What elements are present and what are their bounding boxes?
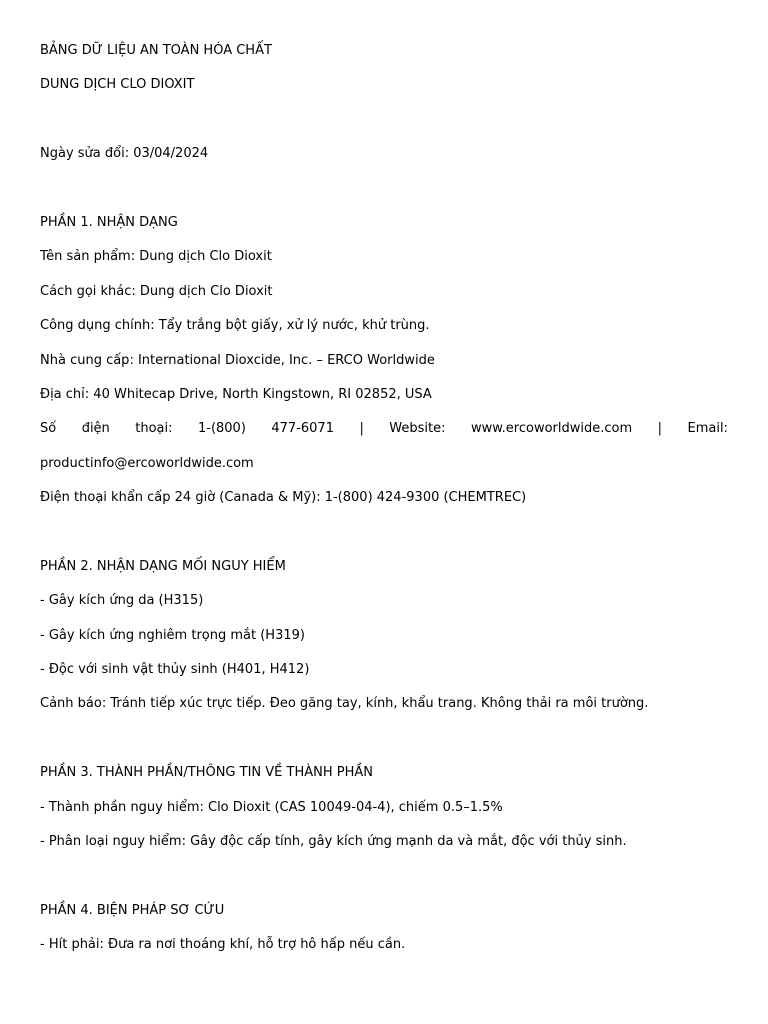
document-subtitle: DUNG DỊCH CLO DIOXIT xyxy=(40,77,195,93)
address: Địa chỉ: 40 Whitecap Drive, North Kingstown, RI 02852, USA xyxy=(40,386,432,402)
hazard-item: - Gây kích ứng nghiêm trọng mắt (H319) xyxy=(40,627,305,643)
section-1-heading: PHẦN 1. NHẬN DẠNG xyxy=(40,214,178,230)
contact-word: điện xyxy=(81,421,110,437)
hazard-item: - Độc với sinh vật thủy sinh (H401, H412) xyxy=(40,662,310,678)
contact-word: Email: xyxy=(687,421,728,437)
email-address: productinfo@ercoworldwide.com xyxy=(40,455,254,471)
website-link: www.ercoworldwide.com xyxy=(470,421,633,437)
separator: | xyxy=(359,421,364,437)
phone-number-part: 477-6071 xyxy=(271,421,334,437)
revision-date: Ngày sửa đổi: 03/04/2024 xyxy=(40,146,209,162)
separator: | xyxy=(657,421,663,437)
phone-number-part: 1-(800) xyxy=(197,421,246,437)
document-page xyxy=(40,41,728,970)
spacer xyxy=(40,179,728,213)
spacer xyxy=(40,729,728,763)
contact-line xyxy=(40,419,728,453)
first-aid-item: - Hít phải: Đưa ra nơi thoáng khí, hỗ trợ hô hấp nếu cần. xyxy=(40,937,406,953)
contact-word: Website: xyxy=(389,421,446,437)
supplier: Nhà cung cấp: International Dioxcide, Inc. – ERCO Worldwide xyxy=(40,352,435,368)
spacer xyxy=(40,110,728,144)
hazard-item: - Gây kích ứng da (H315) xyxy=(40,593,204,609)
document-title: BẢNG DỮ LIỆU AN TOÀN HÓA CHẤT xyxy=(40,43,272,58)
emergency-phone: Điện thoại khẩn cấp 24 giờ (Canada & Mỹ): 1-(800) 424-9300 (CHEMTREC) xyxy=(40,490,527,506)
main-use: Công dụng chính: Tẩy trắng bột giấy, xử lý nước, khử trùng. xyxy=(40,318,430,334)
other-name: Cách gọi khác: Dung dịch Clo Dioxit xyxy=(40,283,273,299)
product-name: Tên sản phẩm: Dung dịch Clo Dioxit xyxy=(40,249,272,265)
section-2-heading: PHẦN 2. NHẬN DẠNG MỐI NGUY HIỂM xyxy=(40,558,286,574)
contact-word: thoại: xyxy=(135,421,173,437)
composition-item: - Thành phần nguy hiểm: Clo Dioxit (CAS 10049-04-4), chiếm 0.5–1.5% xyxy=(40,799,503,815)
section-4-heading: PHẦN 4. BIỆN PHÁP SƠ CỨU xyxy=(40,902,225,918)
contact-word: Số xyxy=(40,421,57,437)
section-3-heading: PHẦN 3. THÀNH PHẦN/THÔNG TIN VỀ THÀNH PHẦN xyxy=(40,765,373,781)
warning-text: Cảnh báo: Tránh tiếp xúc trực tiếp. Đeo găng tay, kính, khẩu trang. Không thải ra môi trường. xyxy=(40,696,649,712)
composition-item: - Phân loại nguy hiểm: Gây độc cấp tính, gây kích ứng mạnh da và mắt, độc với thủy sinh. xyxy=(40,833,627,849)
spacer xyxy=(40,522,728,556)
spacer xyxy=(40,866,728,900)
